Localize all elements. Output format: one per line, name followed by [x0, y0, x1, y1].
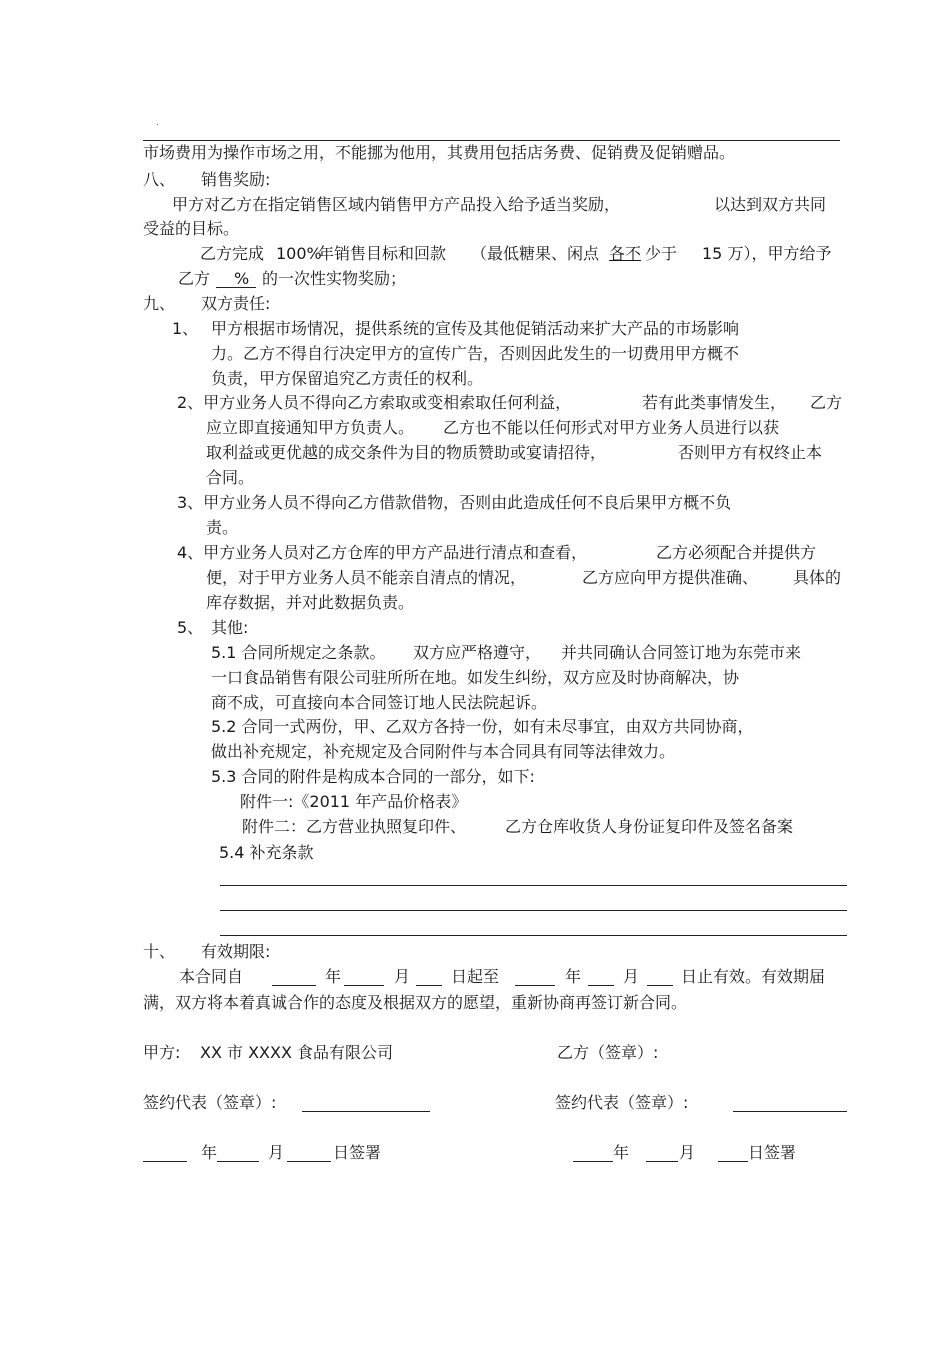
rep-a-label: 签约代表（签章）:: [143, 1093, 277, 1112]
paragraph-line: 5.3 合同的附件是构成本合同的一部分，如下:: [211, 767, 535, 786]
paragraph-line: 甲方对乙方在指定销售区域内销售甲方产品投入给予适当奖励，: [172, 195, 621, 214]
section-title: 销售奖励:: [201, 170, 271, 189]
attachment-item: 附件二：乙方营业执照复印件、: [242, 817, 467, 836]
paragraph-line: 库存数据，并对此数据负责。: [206, 593, 415, 612]
paragraph-line: 年: [325, 967, 342, 986]
paragraph-line: 乙方: [178, 269, 211, 288]
paragraph-line: 具体的: [793, 568, 842, 587]
header-rule: [143, 140, 840, 141]
paragraph-line: 以达到双方共同: [714, 195, 827, 214]
supplementary-line[interactable]: [220, 885, 847, 886]
paragraph-line: 乙方应向甲方提供准确、: [582, 568, 759, 587]
party-a-name: XX 市 XXXX 食品有限公司: [200, 1043, 394, 1062]
blank-field[interactable]: [515, 969, 555, 986]
paragraph-line: 合同。: [206, 468, 255, 487]
date-b-year-field[interactable]: [573, 1145, 613, 1162]
blank-field[interactable]: [416, 969, 442, 986]
date-b-day-field[interactable]: [718, 1145, 748, 1162]
percent-sign: %: [234, 269, 250, 288]
paragraph-line: 月: [623, 967, 640, 986]
supplementary-line[interactable]: [220, 910, 847, 911]
paragraph-line: 年销售目标和回款: [318, 244, 447, 263]
underlined-text: 各不: [609, 244, 642, 263]
paragraph-line: 否则甲方有权终止本: [678, 443, 823, 462]
date-b-month-field[interactable]: [646, 1145, 678, 1162]
paragraph-line: 市场费用为操作市场之用，不能挪为他用，其费用包括店务费、促销费及促销赠品。: [143, 143, 736, 162]
date-b-month-label: 月: [679, 1143, 696, 1162]
paragraph-line: 本合同自: [179, 967, 244, 986]
paragraph-line: 乙方必须配合并提供方: [656, 543, 817, 562]
attachment-item: 附件一:《2011 年产品价格表》: [240, 792, 468, 811]
blank-field[interactable]: [588, 969, 614, 986]
blank-field[interactable]: [344, 969, 384, 986]
item-title: 其他:: [211, 618, 249, 637]
paragraph-line: 便，对于甲方业务人员不能亲自清点的情况，: [206, 568, 527, 587]
date-a-year-label: 年: [201, 1143, 218, 1162]
section-title: 双方责任:: [201, 294, 271, 313]
paragraph-line: 甲方根据市场情况，提供系统的宣传及其他促销活动来扩大产品的市场影响: [211, 319, 740, 338]
blank-field[interactable]: [272, 969, 316, 986]
paragraph-line: 少于: [645, 244, 678, 263]
section-number: 十、: [143, 942, 176, 961]
paragraph-line: 满，双方将本着真诚合作的态度及根据双方的愿望，重新协商再签订新合同。: [143, 993, 688, 1012]
paragraph-line: 责。: [206, 518, 239, 537]
paragraph-line: 的一次性实物奖励；: [262, 269, 407, 288]
section-title: 有效期限:: [201, 942, 271, 961]
paragraph-line: 5.1 合同所规定之条款。: [211, 643, 386, 662]
item-number: 5、: [177, 618, 204, 637]
party-a-label: 甲方:: [143, 1043, 181, 1062]
paragraph-line: 日止有效。有效期届: [681, 967, 826, 986]
percent-value: 100%: [276, 244, 322, 263]
paragraph-line: 乙方完成: [200, 244, 265, 263]
paragraph-line: 2、甲方业务人员不得向乙方索取或变相索取任何利益，: [177, 393, 572, 412]
paragraph-line: 日起至: [451, 967, 500, 986]
supplementary-line[interactable]: [220, 935, 847, 936]
paragraph-line: 3、甲方业务人员不得向乙方借款借物，否则由此造成任何不良后果甲方概不负: [177, 493, 732, 512]
paragraph-line: 月: [394, 967, 411, 986]
date-a-month-field[interactable]: [217, 1145, 259, 1162]
rep-a-signature-field[interactable]: [302, 1095, 430, 1112]
item-number: 1、: [172, 319, 199, 338]
paragraph-line: 若有此类事情发生，: [642, 393, 787, 412]
attachment-item: 乙方仓库收货人身份证复印件及签名备案: [505, 817, 794, 836]
paragraph-line: 应立即直接通知甲方负责人。: [206, 418, 415, 437]
date-a-month-label: 月: [268, 1143, 285, 1162]
paragraph-line: 年: [565, 967, 582, 986]
rep-b-label: 签约代表（签章）:: [555, 1093, 689, 1112]
party-b-label: 乙方（签章）:: [557, 1043, 659, 1062]
paragraph-line: 受益的目标。: [143, 219, 240, 238]
paragraph-line: 5.4 补充条款: [219, 843, 314, 862]
paragraph-line: 乙方也不能以任何形式对甲方业务人员进行以获: [443, 418, 780, 437]
paragraph-line: 商不成，可直接向本合同签订地人民法院起诉。: [211, 693, 548, 712]
paragraph-line: 一口食品销售有限公司驻所所在地。如发生纠纷，双方应及时协商解决，协: [211, 668, 740, 687]
paragraph-line: 并共同确认合同签订地为东莞市来: [561, 643, 802, 662]
paragraph-line: 双方应严格遵守，: [413, 643, 542, 662]
paragraph-line: 5.2 合同一式两份，甲、乙双方各持一份，如有未尽事宜，由双方共同协商，: [211, 717, 754, 736]
paragraph-line: 15 万），甲方给予: [702, 244, 832, 263]
paragraph-line: 取利益或更优越的成交条件为目的物质赞助或宴请招待，: [206, 443, 607, 462]
date-a-day-field[interactable]: [287, 1145, 331, 1162]
section-number: 八、: [143, 170, 176, 189]
paragraph-line: 做出补充规定，补充规定及合同附件与本合同具有同等法律效力。: [211, 742, 676, 761]
paragraph-line: 乙方: [810, 393, 843, 412]
paragraph-line: 4、甲方业务人员对乙方仓库的甲方产品进行清点和查看，: [177, 543, 588, 562]
rep-b-signature-field[interactable]: [733, 1095, 847, 1112]
section-number: 九、: [143, 294, 176, 313]
paragraph-line: （最低糖果、闲点: [471, 244, 600, 263]
date-a-year-field[interactable]: [143, 1145, 187, 1162]
date-b-year-label: 年: [613, 1143, 630, 1162]
header-dot: .: [156, 118, 159, 127]
date-a-day-label: 日签署: [333, 1143, 382, 1162]
paragraph-line: 负责，甲方保留追究乙方责任的权利。: [211, 369, 484, 388]
paragraph-line: 力。乙方不得自行决定甲方的宣传广告，否则因此发生的一切费用甲方概不: [211, 344, 740, 363]
date-b-day-label: 日签署: [748, 1143, 797, 1162]
blank-field[interactable]: [647, 969, 673, 986]
